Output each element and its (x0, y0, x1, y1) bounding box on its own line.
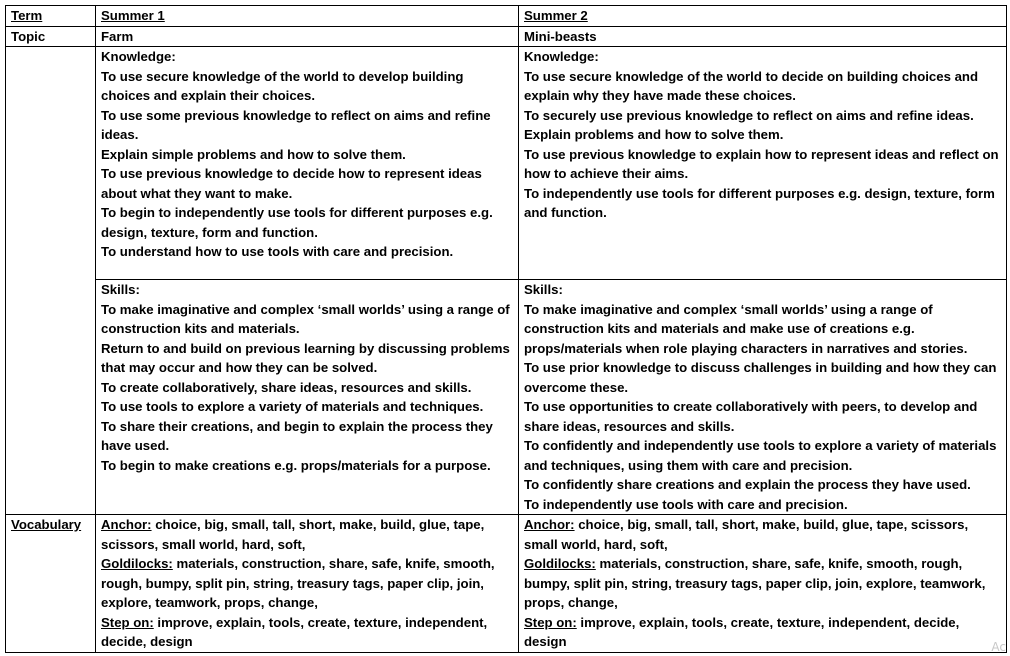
empty-label-cell (6, 47, 96, 515)
stepon-words: improve, explain, tools, create, texture, independent, decide, design (524, 614, 960, 649)
anchor-words: choice, big, small, tall, short, make, build, glue, tape, scissors, small world, hard, soft, (101, 517, 485, 552)
topic-row (6, 26, 1007, 47)
summer1-vocabulary-cell (96, 515, 519, 653)
summer2-skills-heading: Skills: (524, 282, 563, 297)
summer1-stepon-line (101, 613, 514, 652)
summer1-knowledge-item: To use previous knowledge to decide how to represent ideas about what they want to make. (101, 166, 482, 201)
summer2-knowledge-item: To independently use tools for different purposes e.g. design, texture, form and function. (524, 185, 995, 220)
summer1-skills-item: To make imaginative and complex ‘small worlds’ using a range of construction kits and materials. (101, 301, 510, 336)
goldilocks-words: materials, construction, share, safe, knife, smooth, rough, bumpy, split pin, string, treasury tags, paper clip, join, explore, teamwork, props, change, (101, 556, 495, 610)
term-row (6, 6, 1007, 27)
summer2-stepon-line (524, 613, 1002, 652)
curriculum-table (5, 5, 1007, 653)
summer2-topic-cell (519, 26, 1007, 47)
summer1-skills-item: Return to and build on previous learning by discussing problems that may occur and how they can be solved. (101, 340, 510, 375)
summer1-topic-cell (96, 26, 519, 47)
summer2-skills-item: To independently use tools with care and precision. (524, 496, 848, 512)
summer2-vocabulary-cell (519, 515, 1007, 653)
stepon-label: Step on: (524, 614, 577, 630)
goldilocks-words: materials, construction, share, safe, knife, smooth, rough, bumpy, split pin, string, treasury tags, paper clip, join, explore, teamwork, props, change, (524, 556, 986, 610)
summer2-skills-item: To confidently share creations and explain the process they have used. (524, 477, 971, 492)
skills-row (6, 280, 1007, 515)
summer1-topic: Farm (101, 28, 134, 44)
topic-label: Topic (11, 28, 46, 44)
anchor-words: choice, big, small, tall, short, make, build, glue, tape, scissors, small world, hard, soft, (524, 517, 969, 552)
stepon-words: improve, explain, tools, create, texture, independent, decide, design (101, 614, 488, 649)
summer1-knowledge-item: To use some previous knowledge to reflect on aims and refine ideas. (101, 107, 491, 142)
summer2-knowledge-item: To use secure knowledge of the world to decide on building choices and explain why they have made these choices. (524, 68, 979, 103)
summer1-knowledge-heading: Knowledge: (101, 49, 176, 64)
summer2-skills-cell (519, 280, 1007, 515)
summer2-topic: Mini-beasts (524, 28, 597, 44)
vocabulary-label: Vocabulary (11, 517, 82, 532)
summer2-term: Summer 2 (524, 8, 588, 23)
knowledge-row (6, 47, 1007, 280)
summer2-anchor-line (524, 515, 1002, 554)
summer2-knowledge-item: To use previous knowledge to explain how to represent ideas and reflect on how to achieve their aims. (524, 146, 999, 181)
summer1-goldilocks-line (101, 554, 514, 613)
summer2-skills-item: To use prior knowledge to discuss challenges in building and how they can overcome these. (524, 360, 997, 395)
goldilocks-label: Goldilocks: (524, 556, 596, 571)
summer1-skills-heading: Skills: (101, 282, 140, 297)
summer1-skills-item: To create collaboratively, share ideas, resources and skills. (101, 379, 472, 395)
summer2-goldilocks-line (524, 554, 1002, 613)
summer1-skills-item: To share their creations, and begin to explain the process they have used. (101, 418, 493, 453)
term-label-cell (6, 6, 96, 27)
summer1-anchor-line (101, 515, 514, 554)
summer1-term-cell (96, 6, 519, 27)
anchor-label: Anchor: (524, 517, 575, 532)
summer2-skills-item: To confidently and independently use tools to explore a variety of materials and techniques, using them with care and precision. (524, 438, 997, 473)
summer1-knowledge-cell (96, 47, 519, 280)
summer2-knowledge-cell (519, 47, 1007, 280)
summer1-skills-cell (96, 280, 519, 515)
goldilocks-label: Goldilocks: (101, 556, 173, 571)
summer2-knowledge-item: To securely use previous knowledge to reflect on aims and refine ideas. (524, 107, 974, 123)
summer1-knowledge-item: Explain simple problems and how to solve them. (101, 146, 406, 162)
summer1-knowledge-item: To begin to independently use tools for different purposes e.g. design, texture, form and function. (101, 205, 493, 240)
summer1-term: Summer 1 (101, 8, 165, 23)
anchor-label: Anchor: (101, 517, 152, 532)
summer2-skills-item: To make imaginative and complex ‘small worlds’ using a range of construction kits and materials and make use of creations e.g. props/materials when role playing characters in narratives and stories. (524, 301, 968, 356)
stepon-label: Step on: (101, 614, 154, 630)
summer2-skills-item: To use opportunities to create collaboratively with peers, to develop and share ideas, resources and skills. (524, 399, 978, 434)
summer1-knowledge-item: To use secure knowledge of the world to develop building choices and explain their choices. (101, 68, 464, 103)
summer2-knowledge-item: Explain problems and how to solve them. (524, 127, 784, 142)
summer1-skills-item: To begin to make creations e.g. props/materials for a purpose. (101, 457, 491, 473)
summer1-skills-item: To use tools to explore a variety of materials and techniques. (101, 399, 484, 414)
corner-mark: Ac (991, 640, 1006, 654)
summer2-term-cell (519, 6, 1007, 27)
summer1-knowledge-item: To understand how to use tools with care and precision. (101, 244, 454, 259)
term-label: Term (11, 8, 43, 23)
vocabulary-row (6, 515, 1007, 653)
vocabulary-label-cell (6, 515, 96, 653)
summer2-knowledge-heading: Knowledge: (524, 49, 599, 64)
topic-label-cell (6, 26, 96, 47)
